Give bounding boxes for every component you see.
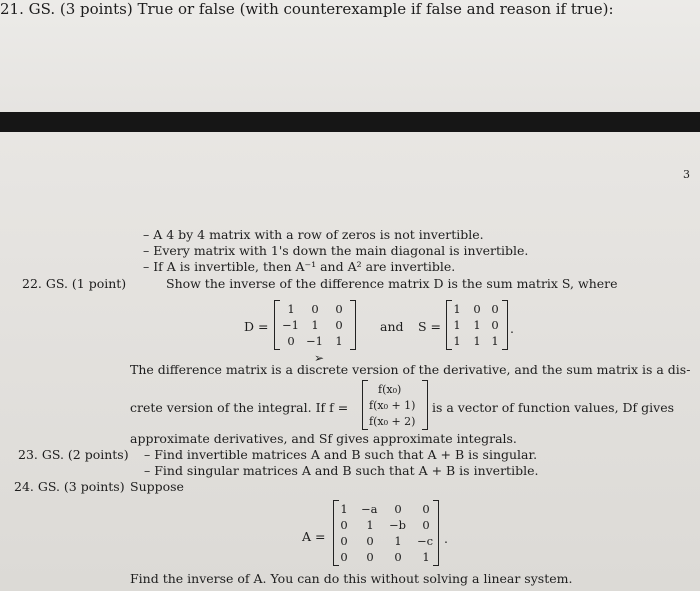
q21-item-1: – A 4 by 4 matrix with a row of zeros is not invertible.: [143, 227, 484, 242]
d-label: D =: [244, 319, 269, 334]
d-cell: −1: [282, 318, 299, 332]
f-entry: f(x₀): [378, 383, 402, 396]
q21-item-2: – Every matrix with 1's down the main diagonal is invertible.: [143, 243, 529, 258]
d-cell: 0: [311, 302, 319, 316]
q22-para-2b: is a vector of function values, Df gives: [432, 400, 675, 415]
q23-item-1: – Find invertible matrices A and B such that A + B is singular.: [144, 447, 538, 462]
s-cell: 0: [473, 302, 481, 316]
a-cell: 0: [366, 534, 374, 548]
a-cell: −c: [417, 534, 434, 548]
q24-final: Find the inverse of A. You can do this without solving a linear system.: [130, 571, 573, 586]
a-label: A =: [302, 529, 326, 544]
s-cell: 1: [453, 302, 461, 316]
d-cell: 0: [335, 302, 343, 316]
a-cell: −b: [389, 518, 406, 532]
matrix-d: [274, 300, 356, 350]
q22-para-2a: crete version of the integral. If f =: [130, 400, 349, 415]
a-cell: 0: [422, 518, 430, 532]
s-cell: 0: [491, 302, 499, 316]
a-cell: 0: [340, 534, 348, 548]
a-cell: 1: [422, 550, 430, 564]
d-cell: 1: [335, 334, 343, 348]
d-cell: 1: [311, 318, 319, 332]
cursor-arrow-icon: ➢: [314, 351, 325, 365]
vector-f: [362, 380, 428, 430]
q21-item-3: – If A is invertible, then A⁻¹ and A² are invertible.: [143, 259, 456, 274]
a-cell: 1: [394, 534, 402, 548]
page-gap: [0, 112, 700, 132]
matrix-a: [333, 500, 439, 566]
a-cell: 0: [340, 550, 348, 564]
f-entry: f(x₀ + 2): [369, 415, 416, 428]
q23-item-2: – Find singular matrices A and B such that A + B is invertible.: [144, 463, 539, 478]
s-cell: 1: [491, 334, 499, 348]
s-label: S =: [418, 319, 442, 334]
s-cell: 1: [453, 334, 461, 348]
a-cell: 0: [366, 550, 374, 564]
q24-label: 24. GS. (3 points): [14, 479, 125, 494]
q22-para-3: approximate derivatives, and Sf gives approximate integrals.: [130, 431, 517, 446]
a-cell: 1: [366, 518, 374, 532]
q23-label: 23. GS. (2 points): [18, 447, 129, 462]
s-cell: 1: [473, 318, 481, 332]
a-cell: 0: [422, 502, 430, 516]
a-cell: 0: [394, 502, 402, 516]
q24-text: Suppose: [130, 479, 184, 494]
q21-header: 21. GS. (3 points) True or false (with counterexample if false and reason if true):: [0, 0, 614, 18]
a-cell: 1: [340, 502, 348, 516]
s-cell: 1: [453, 318, 461, 332]
d-cell: 0: [287, 334, 295, 348]
s-cell: 1: [473, 334, 481, 348]
and-label: and: [380, 319, 404, 334]
d-cell: 1: [287, 302, 295, 316]
period: .: [444, 531, 448, 546]
q22-text: Show the inverse of the difference matrix D is the sum matrix S, where: [166, 276, 618, 291]
matrix-s: [446, 300, 508, 350]
a-cell: 0: [394, 550, 402, 564]
a-cell: −a: [361, 502, 378, 516]
f-entry: f(x₀ + 1): [369, 399, 416, 412]
a-cell: 0: [340, 518, 348, 532]
s-cell: 0: [491, 318, 499, 332]
page-number: 3: [683, 168, 690, 181]
d-cell: −1: [306, 334, 323, 348]
q22-label: 22. GS. (1 point): [22, 276, 127, 291]
d-cell: 0: [335, 318, 343, 332]
period: .: [510, 321, 514, 336]
q22-para-1: The difference matrix is a discrete version of the derivative, and the sum matrix is a dis-: [130, 362, 691, 377]
